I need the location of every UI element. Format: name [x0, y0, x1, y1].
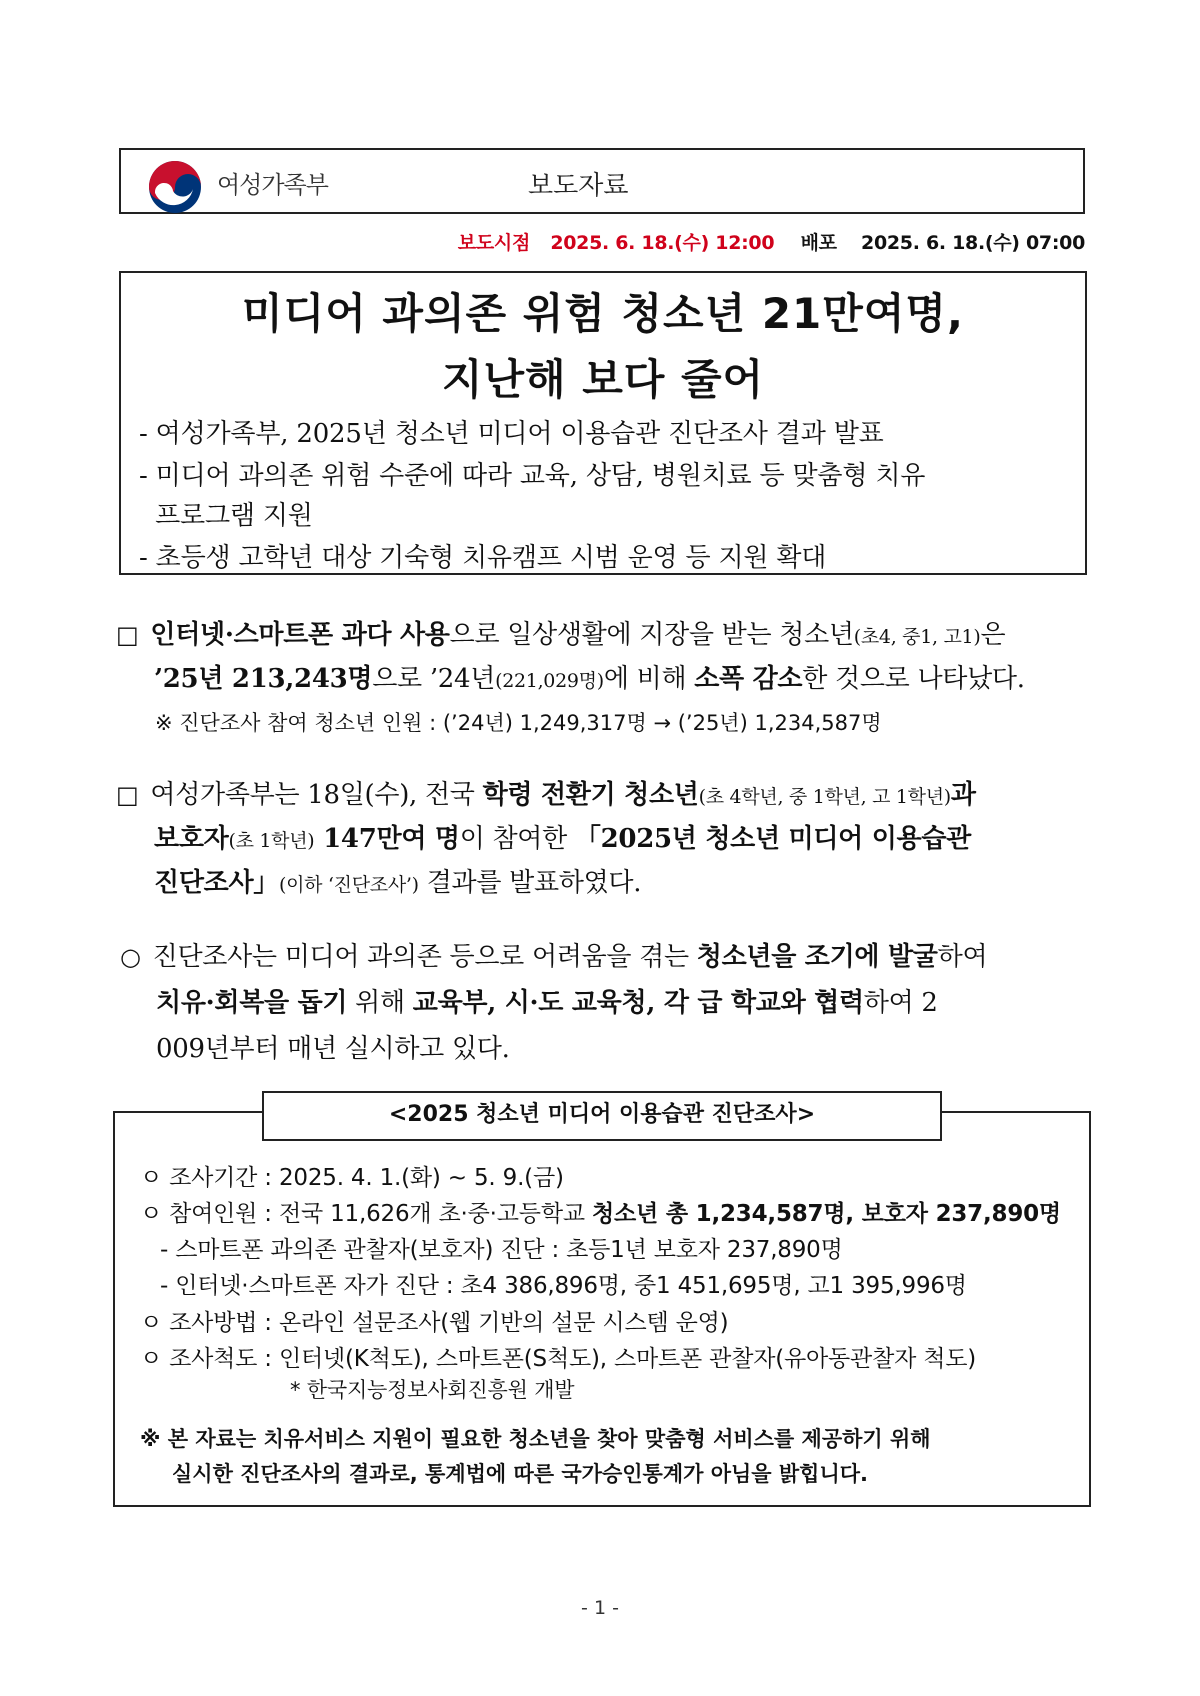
emphasis: 학령 전환기 청소년	[482, 780, 699, 810]
survey-sub-item: - 스마트폰 과의존 관찰자(보호자) 진단 : 초등1년 보호자 237,890명	[160, 1237, 843, 1263]
paragraph-2-line-3	[154, 862, 641, 899]
text: 진단조사는 미디어 과의존 등으로 어려움을 겪는	[152, 942, 697, 972]
text: 으로 ’24년	[372, 664, 496, 694]
emphasis: 「2025년 청소년 미디어 이용습관	[574, 824, 972, 854]
text-small: (221,029명)	[495, 670, 604, 692]
subheading: - 초등생 고학년 대상 기숙형 치유캠프 시범 운영 등 지원 확대	[139, 543, 827, 573]
distribution-time: 2025. 6. 18.(수) 07:00	[861, 232, 1085, 254]
square-bullet-icon: □	[116, 781, 139, 809]
text: 이 참여한	[459, 824, 575, 854]
embargo-label: 보도시점	[457, 232, 530, 254]
emphasis: 치유·회복을 돕기	[156, 988, 348, 1018]
subheading: - 여성가족부, 2025년 청소년 미디어 이용습관 진단조사 결과 발표	[139, 419, 884, 449]
distribution-label: 배포	[800, 232, 837, 254]
survey-method: ㅇ 조사방법 : 온라인 설문조사(웹 기반의 설문 시스템 운영)	[140, 1310, 729, 1336]
text-small: (초 1학년)	[228, 830, 315, 852]
survey-scale: ㅇ 조사척도 : 인터넷(K척도), 스마트폰(S척도), 스마트폰 관찰자(유아동관찰자 척도)	[140, 1346, 977, 1372]
government-logo-icon	[147, 159, 203, 215]
text: ㅇ 참여인원 : 전국 11,626개 초·중·고등학교	[140, 1201, 592, 1227]
text: 한 것으로 나타났다.	[802, 664, 1025, 694]
text-small: (초 4학년, 중 1학년, 고 1학년)	[698, 786, 951, 808]
text: 으로 일상생활에 지장을 받는 청소년	[449, 620, 854, 650]
headline-line-2: 지난해 보다 줄어	[441, 355, 765, 404]
emphasis: 과	[950, 780, 976, 810]
emphasis: 진단조사」	[154, 868, 279, 898]
embargo-time: 2025. 6. 18.(수) 12:00	[550, 232, 775, 254]
emphasis: 인터넷·스마트폰 과다 사용	[150, 620, 450, 650]
survey-sub-item: - 인터넷·스마트폰 자가 진단 : 초4 386,896명, 중1 451,695명, 고1 395,996명	[160, 1273, 967, 1299]
ministry-name: 여성가족부	[217, 171, 328, 199]
paragraph-1-line-2	[154, 658, 1025, 695]
text: 하여 2	[863, 988, 938, 1018]
title-box	[119, 271, 1087, 575]
document-type: 보도자료	[528, 171, 629, 201]
survey-participants	[140, 1195, 1061, 1228]
text: 하여	[937, 942, 988, 972]
paragraph-1-line-1	[116, 614, 1005, 651]
release-info	[458, 228, 1085, 255]
text: 에 비해	[603, 664, 695, 694]
survey-title: <2025 청소년 미디어 이용습관 진단조사>	[262, 1091, 942, 1141]
header-box	[119, 148, 1085, 214]
subheading: 프로그램 지원	[139, 501, 313, 531]
participant-note: ※ 진단조사 참여 청소년 인원 : (’24년) 1,249,317명 → (’25년) 1,234,587명	[155, 711, 882, 735]
text: 위해	[347, 988, 413, 1018]
emphasis: ’25년 213,243명	[154, 664, 373, 694]
text-small: (초4, 중1, 고1)	[853, 626, 981, 648]
paragraph-3-line-3: 009년부터 매년 실시하고 있다.	[156, 1034, 510, 1064]
emphasis: 보호자	[154, 824, 229, 854]
disclaimer-line-2: 실시한 진단조사의 결과로, 통계법에 따른 국가승인통계가 아님을 밝힙니다.	[172, 1462, 868, 1486]
paragraph-2-line-2	[154, 818, 971, 855]
circle-bullet-icon: ○	[120, 943, 141, 971]
emphasis: 청소년을 조기에 발굴	[696, 942, 938, 972]
text: 결과를 발표하였다.	[418, 868, 642, 898]
disclaimer-line-1: ※ 본 자료는 치유서비스 지원이 필요한 청소년을 찾아 맞춤형 서비스를 제공하기 위해	[140, 1427, 931, 1451]
square-bullet-icon: □	[116, 621, 139, 649]
paragraph-2-line-1	[116, 774, 976, 811]
text: 은	[980, 620, 1006, 650]
emphasis: 소폭 감소	[694, 664, 803, 694]
headline-line-1: 미디어 과의존 위험 청소년 21만여명,	[242, 289, 964, 338]
emphasis: 147만여 명	[314, 824, 460, 854]
emphasis: 교육부, 시·도 교육청, 각 급 학교와 협력	[412, 988, 864, 1018]
survey-period: ㅇ 조사기간 : 2025. 4. 1.(화) ~ 5. 9.(금)	[140, 1165, 564, 1191]
text: 여성가족부는 18일(수), 전국	[150, 780, 483, 810]
text-small: (이하 ‘진단조사’)	[278, 874, 419, 896]
subheading: - 미디어 과의존 위험 수준에 따라 교육, 상담, 병원치료 등 맞춤형 치유	[139, 461, 926, 491]
page-number: - 1 -	[581, 1597, 619, 1619]
emphasis: 청소년 총 1,234,587명, 보호자 237,890명	[591, 1201, 1061, 1227]
paragraph-3-line-1	[120, 936, 987, 973]
paragraph-3-line-2	[156, 982, 938, 1019]
survey-scale-note: * 한국지능정보사회진흥원 개발	[290, 1378, 575, 1402]
